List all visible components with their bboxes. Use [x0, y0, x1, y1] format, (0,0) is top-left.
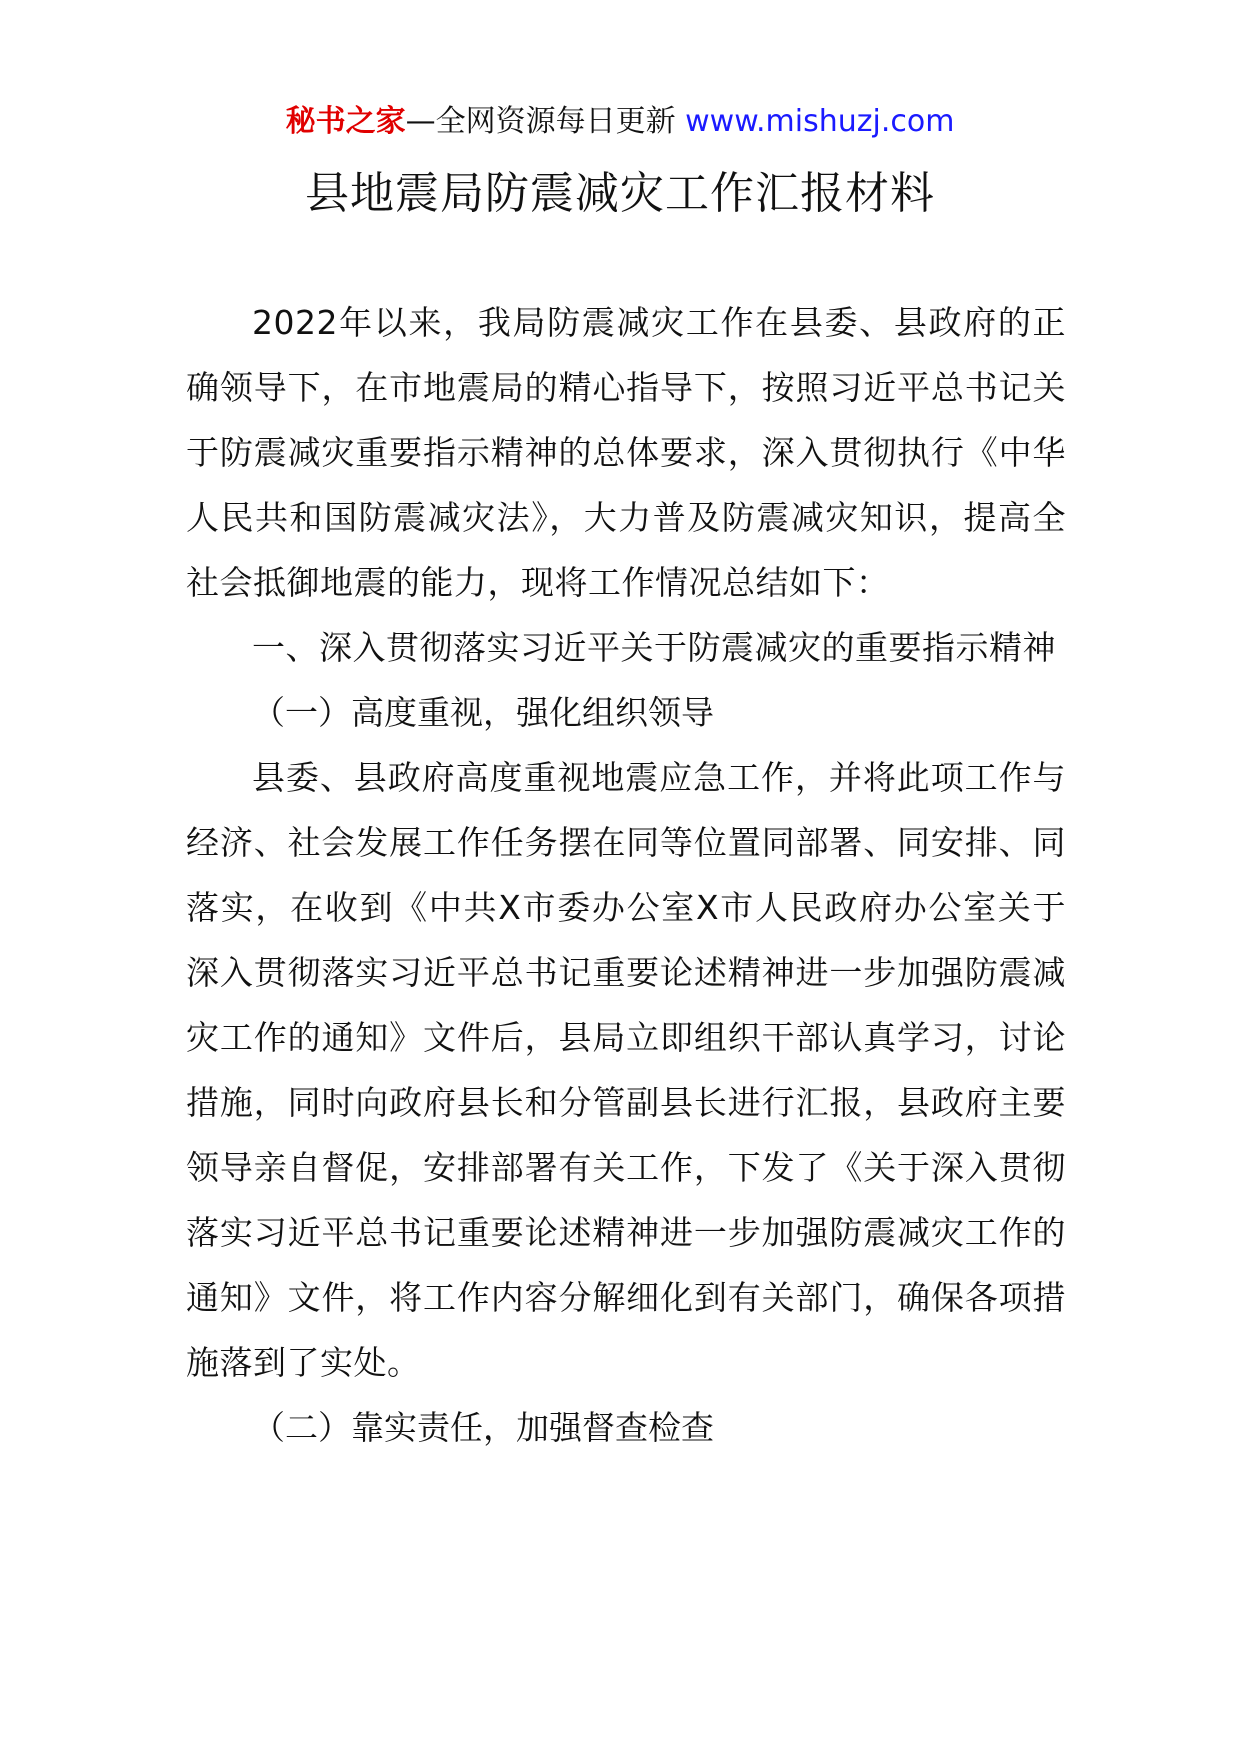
- subsection-heading-2: （二）靠实责任，加强督查检查: [252, 1408, 714, 1447]
- document-body: [186, 290, 1066, 1460]
- site-header: [0, 102, 1240, 142]
- document-title: 县地震局防震减灾工作汇报材料: [305, 168, 935, 219]
- brand-name: 秘书之家: [285, 104, 406, 139]
- subsection-heading-1: （一）高度重视，强化组织领导: [252, 693, 714, 732]
- header-tagline: —全网资源每日更新: [405, 104, 676, 139]
- section-heading-1: 一、深入贯彻落实习近平关于防震减灾的重要指示精神: [252, 628, 1056, 667]
- intro-paragraph: 2022年以来，我局防震减灾工作在县委、县政府的正确领导下，在市地震局的精心指导下，按照习近平总书记关于防震减灾重要指示精神的总体要求，深入贯彻执行《中华人民共和国防震减灾法》，大力普及防震减灾知识，提高全社会抵御地震的能力，现将工作情况总结如下：: [186, 303, 1066, 602]
- site-url[interactable]: www.mishuzj.com: [685, 104, 955, 139]
- subsection-body-1: 县委、县政府高度重视地震应急工作，并将此项工作与经济、社会发展工作任务摆在同等位置同部署、同安排、同落实，在收到《中共X市委办公室X市人民政府办公室关于深入贯彻落实习近平总书记重要论述精神进一步加强防震减灾工作的通知》文件后，县局立即组织干部认真学习，讨论措施，同时向政府县长和分管副县长进行汇报，县政府主要领导亲自督促，安排部署有关工作，下发了《关于深入贯彻落实习近平总书记重要论述精神进一步加强防震减灾工作的通知》文件，将工作内容分解细化到有关部门，确保各项措施落到了实处。: [186, 758, 1066, 1382]
